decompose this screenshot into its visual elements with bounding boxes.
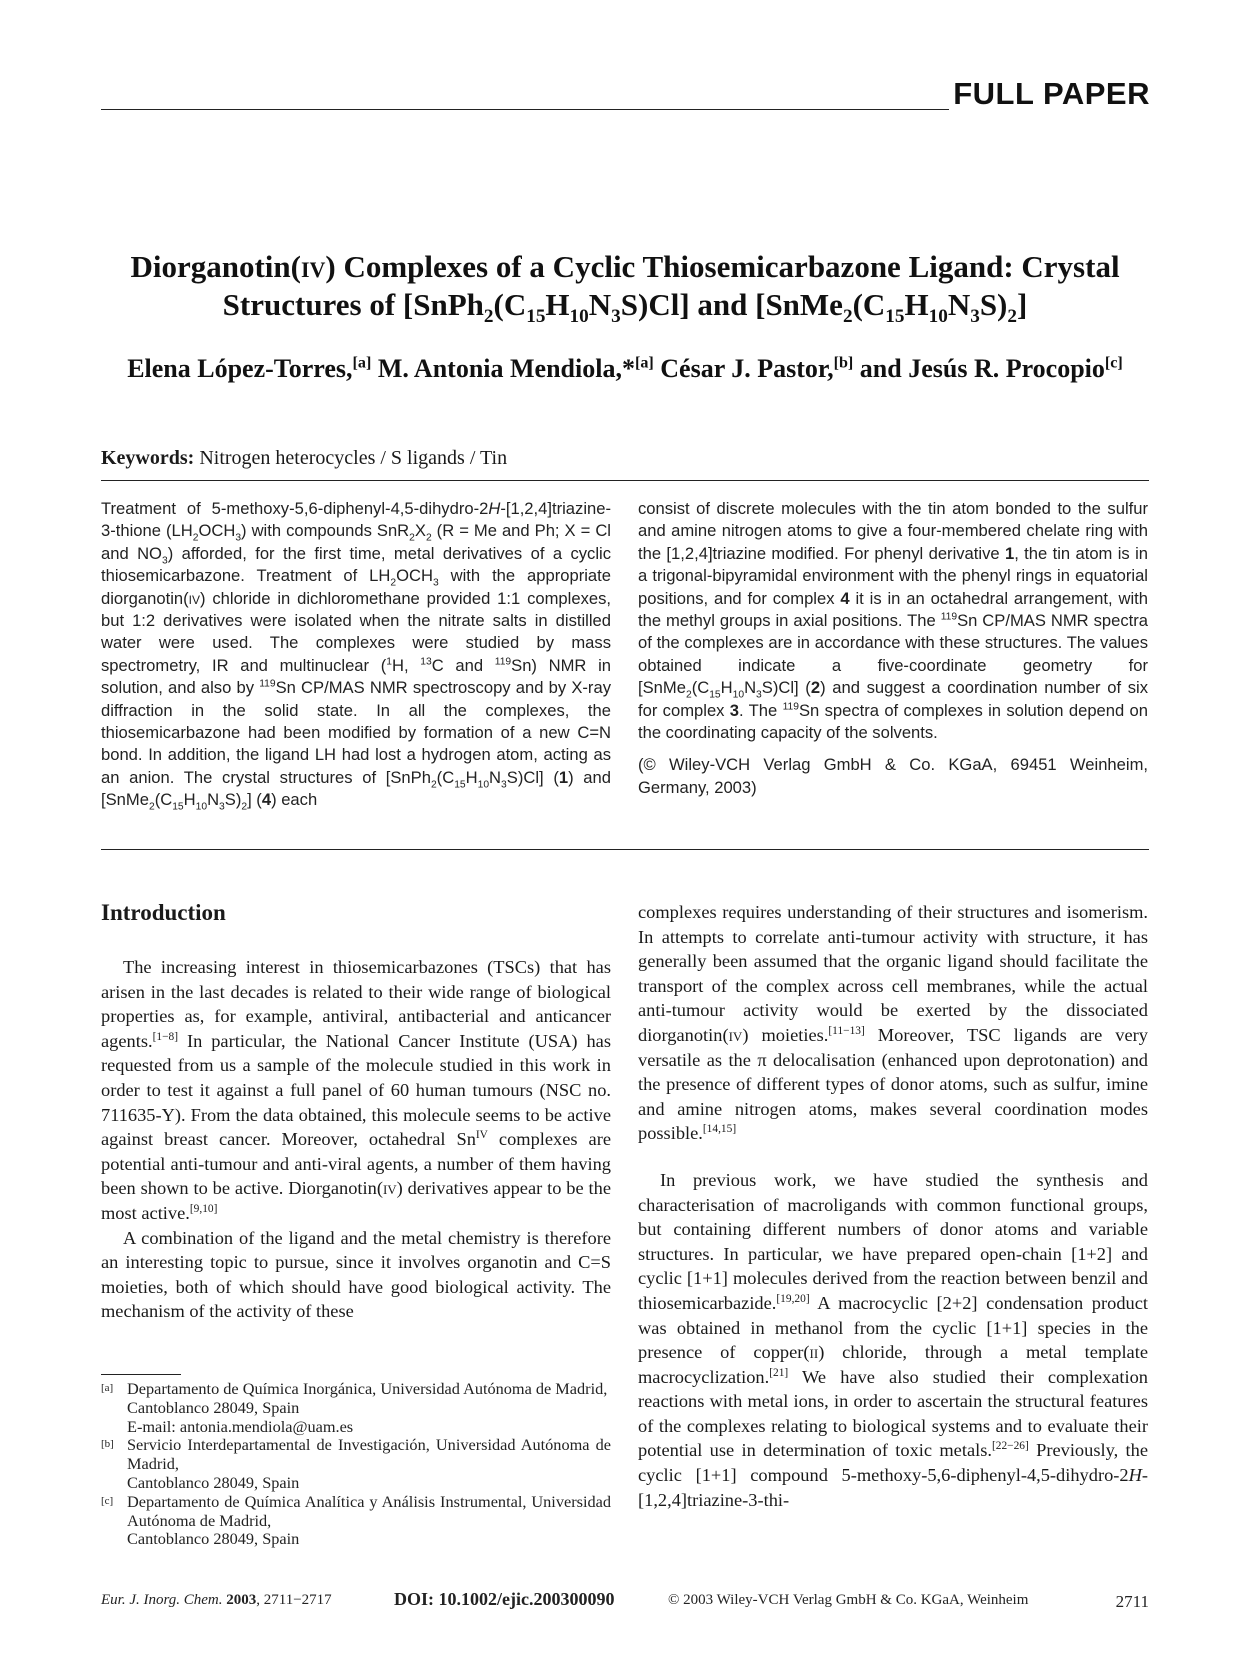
title-line-2: Structures of $[SnPh_2(C_{15}H_{10}N_3S)Cl]$ and $[SnMe_2(C_{15}H_{10}N_3S)_2]$ bbox=[222, 287, 1028, 328]
abstract-text-right: consist of discrete molecules with the tin atom bonded to the sulfur and amine nitrogen atoms to give a four-membered chelate ring with the [1,2,4]triazine modified. For phenyl derivative 1, the tin atom is in a trigonal-bipyramidal environment with the phenyl rings in equatorial positions, and for complex 4 it is in an octahedral arrangement, with the methyl groups in axial positions. The $^{119}$Sn CP/MAS NMR spectra of the complexes are in accordance with these structures. The values obtained indicate a five-coordinate geometry for $[SnMe_2(C_{15}H_{10}N_3S)Cl]$ (2) and suggest a coordination number of six for complex 3. The $^{119}$Sn spectra of complexes in solution depend on the coordinating capacity of the solvents. bbox=[638, 499, 1149, 743]
keywords-label: Keywords: bbox=[101, 447, 195, 469]
abstract-copyright: (© Wiley-VCH Verlag GmbH & Co. KGaA, 69451 Weinheim, Germany, 2003) bbox=[638, 755, 1148, 797]
keywords bbox=[101, 447, 507, 470]
body-right-column bbox=[638, 900, 1148, 1512]
paper-title bbox=[101, 248, 1149, 328]
title-line-1: Diorganotin(iv) Complexes of a Cyclic Thiosemicarbazone Ligand: Crystal bbox=[130, 249, 1120, 284]
footnote-line: Cantoblanco 28049, Spain bbox=[127, 1397, 300, 1417]
journal-pages: 2711−2717 bbox=[263, 1592, 332, 1608]
author-list: Elena López-Torres,[a] M. Antonia Mendiola,*[a] César J. Pastor,[b] and Jesús R. Procopio[c] bbox=[127, 354, 1123, 383]
doi-link[interactable]: DOI: 10.1002/ejic.200300090 bbox=[394, 1589, 615, 1609]
footnote-email[interactable]: E-mail: antonia.mendiola@uam.es bbox=[127, 1416, 354, 1436]
footnote-a bbox=[101, 1380, 611, 1436]
abstract-rule-top bbox=[101, 480, 1149, 481]
footnote-mark: [a] bbox=[101, 1382, 114, 1394]
page-footer bbox=[101, 1590, 1149, 1614]
body-left-column bbox=[101, 955, 611, 1324]
intro-paragraph-4: In previous work, we have studied the synthesis and characterisation of macroligands with common functional groups, but containing different numbers of donor atoms and variable structures. In particular, we have prepared open-chain [1+2] and cyclic [1+1] molecules derived from the reaction between benzil and thiosemicarbazide.[19,20] A macrocyclic [2+2] condensation product was obtained in methanol from the cyclic [1+1] species in the presence of copper(ii) chloride, through a metal template macrocyclization.[21] We have also studied their complexation reactions with metal ions, in order to ascertain the structural features of the complexes relating to biological systems and to evaluate their potential use in determination of toxic metals.[22−26] Previously, the cyclic [1+1] compound 5-methoxy-5,6-diphenyl-4,5-dihydro-2H-[1,2,4]triazine-3-thi- bbox=[638, 1169, 1148, 1510]
footnote-line: Departamento de Química Analítica y Análisis Instrumental, Universidad Autónoma de Madrid, bbox=[127, 1491, 611, 1530]
footnote-mark: [c] bbox=[101, 1494, 114, 1507]
intro-paragraph-3: complexes requires understanding of their structures and isomerism. In attempts to correlate anti-tumour activity with structure, it has generally been assumed that the organic ligand should facilitate the transport of the complex across cell membranes, while the actual anti-tumour activity would be exerted by the dissociated diorganotin(iv) moieties.[11−13] Moreover, TSC ligands are very versatile as the π delocalisation (enhanced upon deprotonation) and the presence of different types of donor atoms, such as sulfur, imine and amine nitrogen atoms, makes several coordination modes possible.[14,15] bbox=[638, 902, 1148, 1144]
footnote-line: Cantoblanco 28049, Spain bbox=[127, 1529, 300, 1549]
footnote-line: Cantoblanco 28049, Spain bbox=[127, 1472, 300, 1492]
footnote-c bbox=[101, 1493, 611, 1549]
abstract-right-column bbox=[638, 498, 1148, 799]
abstract-text-left: Treatment of 5-methoxy-5,6-diphenyl-4,5-dihydro-2H-[1,2,4]triazine-3-thione $(LH_2OCH_3)$ with compounds $SnR_2X_2$ (R = Me and Ph; X = Cl and $NO_3$) afforded, for the first time, metal derivatives of a cyclic thiosemicarbazone. Treatment of $LH_2OCH_3$ with the appropriate diorganotin(iv) chloride in dichloromethane provided 1:1 complexes, but 1:2 derivatives were isolated when the nitrate salts in distilled water were used. The complexes were studied by mass spectrometry, IR and multinuclear ($^1$H, $^{13}$C and $^{119}$Sn) NMR in solution, and also by $^{119}$Sn CP/MAS NMR spectroscopy and by X-ray diffraction in the solid state. In all the complexes, the thiosemicarbazone had been modified by formation of a new C=N bond. In addition, the ligand LH had lost a hydrogen atom, acting as an anion. The crystal structures of $[SnPh_2(C_{15}H_{10}N_3S)Cl]$ (1) and $[SnMe_2(C_{15}H_{10}N_3S)_2]$ (4) each bbox=[101, 499, 612, 813]
journal-year: 2003 bbox=[226, 1592, 257, 1608]
abstract-rule-bottom bbox=[101, 849, 1149, 850]
abstract-left-column bbox=[101, 498, 611, 812]
header-rule bbox=[101, 109, 949, 110]
footnote-line: Departamento de Química Inorgánica, Universidad Autónoma de Madrid, bbox=[127, 1379, 608, 1398]
keywords-text: Nitrogen heterocycles / S ligands / Tin bbox=[199, 447, 508, 469]
intro-paragraph-1: The increasing interest in thiosemicarbazones (TSCs) that has arisen in the last decades is related to their wide range of biological properties as, for example, antiviral, antibacterial and anticancer agents.[1−8] In particular, the National Cancer Institute (USA) has requested from us a sample of the molecule studied in this work in order to test it against a full panel of 60 human tumours (NSC no. 711635-Y). From the data obtained, this molecule seems to be active against breast cancer. Moreover, octahedral $Sn^{IV}$ complexes are potential anti-tumour and anti-viral agents, a number of them having been shown to be active. Diorganotin(iv) derivatives appear to be the most active.[9,10] bbox=[101, 957, 611, 1223]
footer-copyright: © 2003 Wiley-VCH Verlag GmbH & Co. KGaA, Weinheim bbox=[668, 1592, 1029, 1608]
footnote-b bbox=[101, 1436, 611, 1492]
section-heading-introduction: Introduction bbox=[101, 900, 226, 925]
journal-name: Eur. J. Inorg. Chem. bbox=[101, 1592, 223, 1608]
section-label: FULL PAPER bbox=[953, 76, 1150, 111]
footnote-line: Servicio Interdepartamental de Investigación, Universidad Autónoma de Madrid, bbox=[127, 1435, 611, 1474]
journal-citation: Eur. J. Inorg. Chem. 2003, 2711−2717 bbox=[101, 1592, 332, 1608]
footnote-mark: [b] bbox=[101, 1438, 114, 1451]
page-number: 2711 bbox=[1115, 1592, 1149, 1611]
affiliation-footnotes bbox=[101, 1380, 611, 1549]
footnote-rule bbox=[101, 1374, 181, 1375]
intro-paragraph-2: A combination of the ligand and the metal chemistry is therefore an interesting topic to pursue, since it involves organotin and C=S moieties, both of which should have good biological activity. The mechanism of the activity of these bbox=[101, 1227, 611, 1322]
